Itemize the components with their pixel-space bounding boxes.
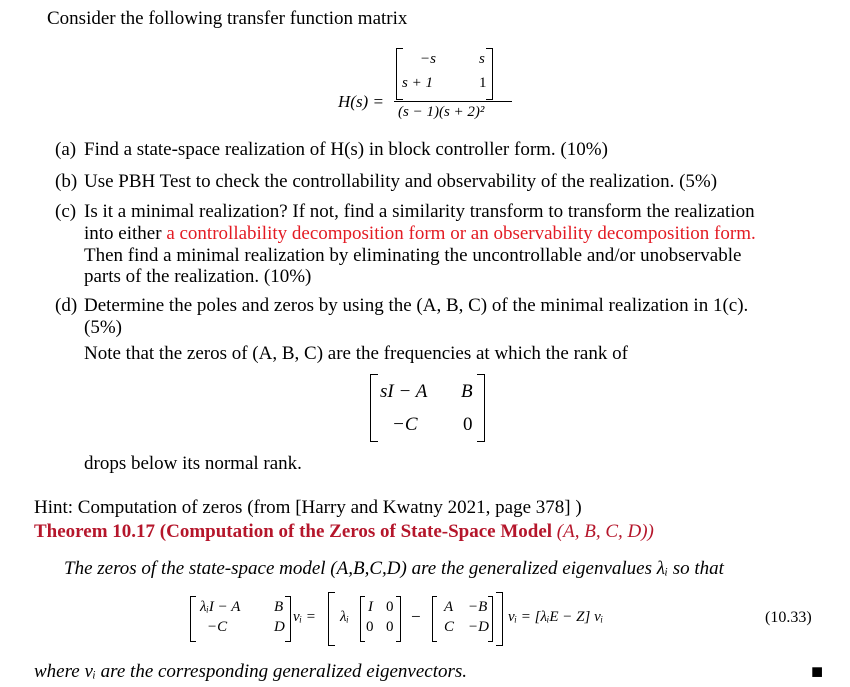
theorem-title [34,521,654,543]
eq-e12: 0 [386,599,394,615]
part-d-line1: Determine the poles and zeros by using the (A, B, C) of the minimal realization in 1(c). [84,295,749,316]
qed-mark: ■ [811,661,824,683]
hs-denominator: (s − 1)(s + 2)² [398,104,485,120]
part-c-line2-pre: into either [84,223,162,244]
eq-z22: −D [468,619,489,635]
eq-e-right-bracket [396,596,401,642]
eq-e21: 0 [366,619,374,635]
theorem-conclusion: where vᵢ are the corresponding generalized eigenvectors. [34,661,468,682]
hs-m11: −s [420,51,436,67]
part-c-label: (c) [55,201,77,222]
eq-m12: B [274,599,284,615]
numerator-left-bracket [396,48,403,100]
part-c-line3: Then find a minimal realization by eliminating the uncontrollable and/or unobservable [84,245,742,266]
rank-right-bracket [477,374,485,442]
theorem-title-text: Theorem 10.17 (Computation of the Zeros of State-Space Model [34,521,553,542]
part-d-after: drops below its normal rank. [84,453,302,474]
part-b-text: Use PBH Test to check the controllability and observability of the realization. (5%) [84,171,718,192]
rank-m21: −C [392,414,418,435]
rank-left-bracket [370,374,378,442]
eq-rhs: vᵢ = [λᵢE − Z] vᵢ [508,609,604,625]
rank-m22: 0 [463,414,473,435]
part-d-note: Note that the zeros of (A, B, C) are the frequencies at which the rank of [84,343,628,364]
eq-m22: D [274,619,285,635]
eq-z-right-bracket [488,596,493,642]
intro-text: Consider the following transfer function matrix [47,8,408,29]
eq-m21: −C [207,619,228,635]
eq-lambda: λᵢ [340,609,349,625]
eq-outer-right-bracket [496,592,503,646]
hs-m12: s [479,51,485,67]
eq-m11: λᵢI − A [200,599,241,615]
part-b-label: (b) [55,171,78,192]
eq-e11: I [368,599,373,615]
part-d-line2: (5%) [84,317,122,338]
eq-m-left-bracket [190,596,196,642]
eq-e22: 0 [386,619,394,635]
hs-lhs: H(s) = [338,92,384,111]
part-c-highlight: a controllability decomposition form or an observability decomposition form. [166,223,756,244]
eq-z12: −B [468,599,488,615]
eq-number: (10.33) [765,609,812,626]
part-a-label: (a) [55,139,77,160]
fraction-line [394,101,512,102]
rank-m12: B [461,381,473,402]
theorem-statement: The zeros of the state-space model (A,B,C,D) are the generalized eigenvalues λᵢ so that [64,558,724,579]
part-c-line1: Is it a minimal realization? If not, find a similarity transform to transform the realization [84,201,755,222]
rank-m11: sI − A [380,381,428,402]
eq-outer-left-bracket [328,592,335,646]
part-a-text: Find a state-space realization of H(s) in block controller form. (10%) [84,139,608,160]
eq-z-left-bracket [432,596,437,642]
numerator-right-bracket [486,48,493,100]
part-c-line4: parts of the realization. (10%) [84,266,312,287]
part-d-label: (d) [55,295,78,316]
part-c-line2 [84,222,756,246]
theorem-title-math: (A, B, C, D)) [556,521,654,542]
eq-e-left-bracket [360,596,365,642]
eq-vi1: vᵢ = [293,609,316,625]
eq-minus: − [411,607,421,626]
hint-text: Hint: Computation of zeros (from [Harry and Kwatny 2021, page 378] ) [34,497,582,518]
hs-m21: s + 1 [402,75,433,91]
eq-m-right-bracket [285,596,291,642]
hs-m22: 1 [479,75,487,91]
eq-z21: C [444,619,455,635]
eq-z11: A [444,599,454,615]
